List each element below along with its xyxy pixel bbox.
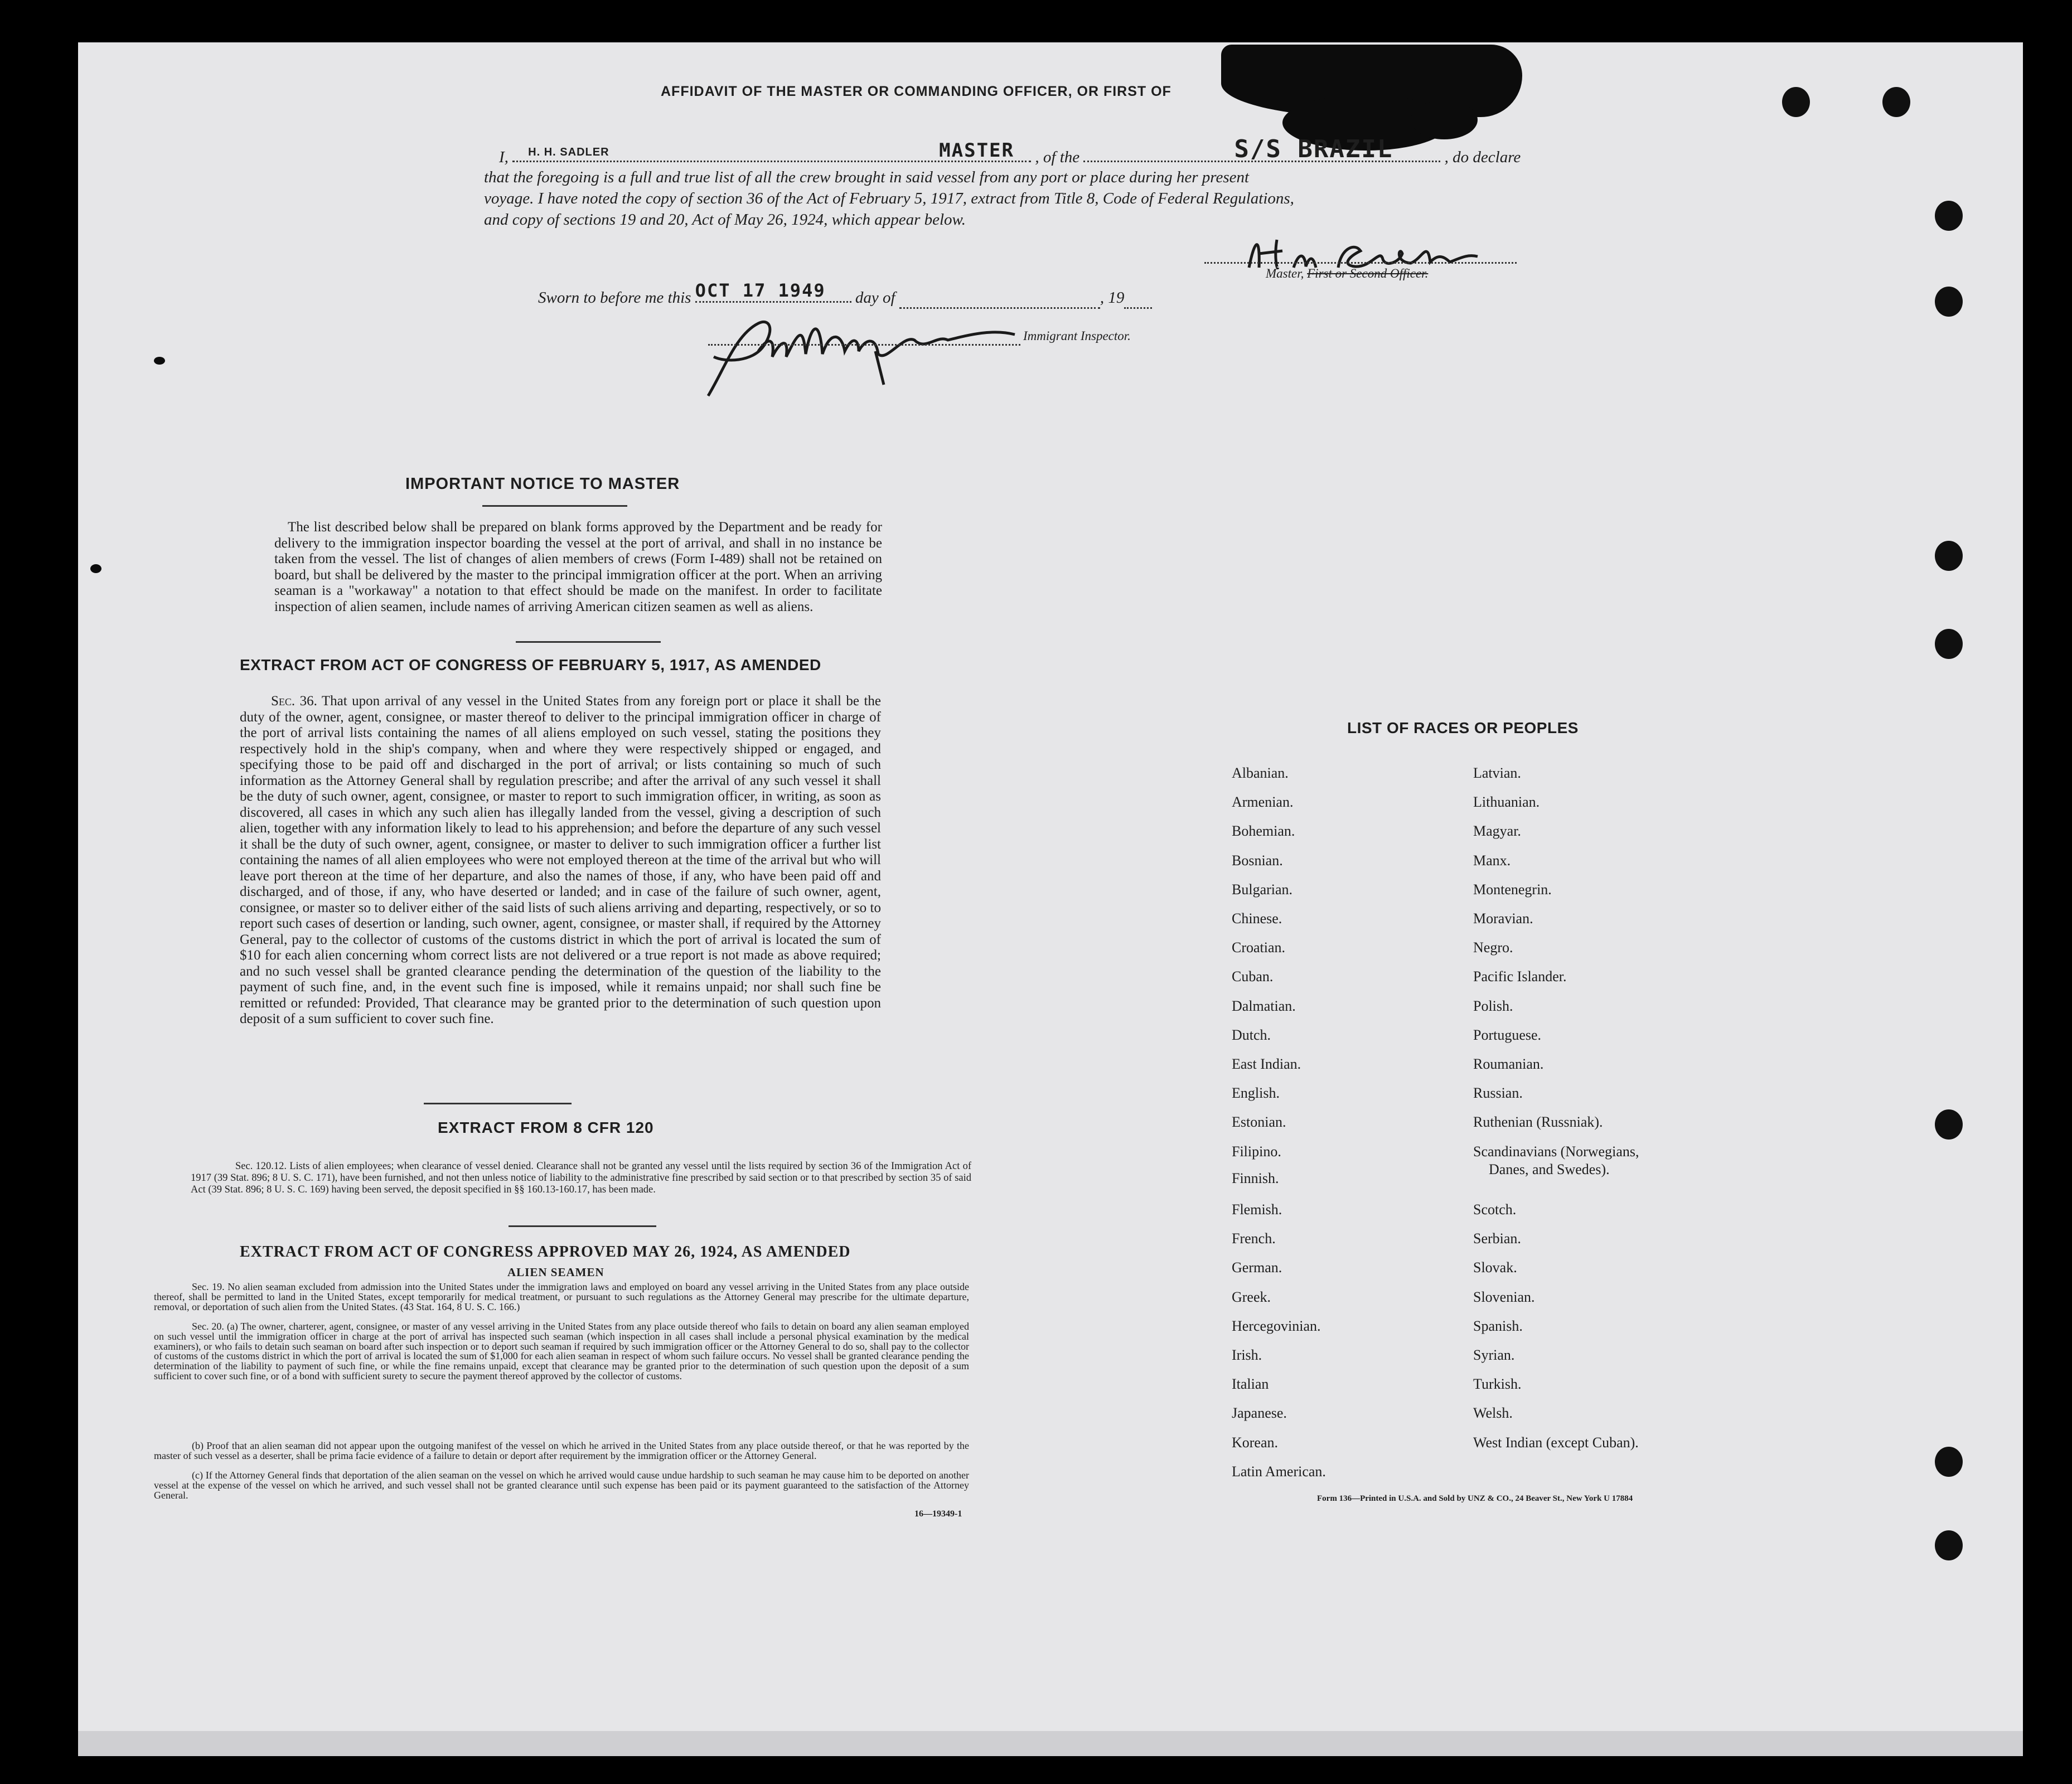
printer-line: Form 136—Printed in U.S.A. and Sold by UNZ & CO., 24 Beaver St., New York U 17884 bbox=[1317, 1494, 1633, 1503]
race-item: Montenegrin. bbox=[1473, 881, 1552, 898]
race-item: Flemish. bbox=[1232, 1201, 1282, 1218]
ink-speck bbox=[90, 564, 101, 573]
master-caption-b: First or Second Officer. bbox=[1307, 266, 1429, 280]
race-item: French. bbox=[1232, 1230, 1276, 1247]
race-item: Syrian. bbox=[1473, 1347, 1515, 1363]
master-name: H. H. SADLER bbox=[528, 146, 609, 158]
label-i: I, bbox=[499, 148, 509, 166]
punch-hole bbox=[1935, 1109, 1963, 1140]
label-year: , 19 bbox=[1100, 289, 1125, 307]
extract-1917-heading: EXTRACT FROM ACT OF CONGRESS OF FEBRUARY 5, 1917, AS AMENDED bbox=[240, 656, 821, 673]
race-item: Scotch. bbox=[1473, 1201, 1517, 1218]
extract-1924-subheading: ALIEN SEAMEN bbox=[507, 1266, 604, 1279]
page-bottom-edge bbox=[78, 1731, 2023, 1756]
race-item: Slovak. bbox=[1473, 1259, 1517, 1276]
sworn-date: OCT 17 1949 bbox=[695, 280, 826, 301]
race-item: Roumanian. bbox=[1473, 1056, 1544, 1072]
race-item: Hercegovinian. bbox=[1232, 1318, 1321, 1334]
race-item: Filipino. bbox=[1232, 1143, 1281, 1160]
race-item: Italian bbox=[1232, 1376, 1269, 1392]
cfr-text: Sec. 120.12. Lists of alien employees; when clearance of vessel denied. Clearance shall not be granted any vessel until the lists required by section 36 of the Immigration Act of 1917 (39 Stat. 896; 8 U. S. C. 171), have been furnished, and not then unless notice of liability to the administrative fine prescribed by said section or to that prescribed by section 35 of said Act (39 Stat. 896; 8 U. S. C. 169) having been served, the deposit specified in §§ 160.13-160.17, has been made. bbox=[191, 1161, 971, 1195]
vessel-name: S/S BRAZIL bbox=[1234, 135, 1393, 163]
sec-20a-text: Sec. 20. (a) The owner, charterer, agent, consignee, or master of any vessel arriving in the United States from any place outside thereof who fails to detain on board any alien seaman employed on such vessel until the immigration officer in charge at the port of arrival has inspected such seaman (which inspection in all cases shall include a personal physical examination by the medical examiners), or who fails to detain such seaman on board after such inspection or to deport such seaman if required by such immigration officer or the Attorney General to do so, shall pay to the collector of customs of the customs district in which the port of arrival is located the sum of $1,000 for each alien seaman in respect of whom such failure occurs. No vessel shall be granted clearance pending the determination of the liability to payment of such fine, or while the fine remains unpaid, except that clearance may be granted prior to the determination of such question upon the deposit of a sum sufficient to cover such fine, or of a bond with sufficient surety to secure the payment thereof approved by the collector of customs. bbox=[154, 1321, 969, 1381]
race-item: Polish. bbox=[1473, 998, 1513, 1014]
name-field bbox=[512, 139, 1031, 162]
label-of-the: , of the bbox=[1035, 148, 1080, 166]
race-item: German. bbox=[1232, 1259, 1282, 1276]
notice-rule bbox=[482, 505, 627, 507]
race-item: Dalmatian. bbox=[1232, 998, 1296, 1014]
punch-hole bbox=[1935, 1447, 1963, 1477]
race-item: Irish. bbox=[1232, 1347, 1262, 1363]
races-heading: LIST OF RACES OR PEOPLES bbox=[1347, 719, 1579, 736]
race-item: Bosnian. bbox=[1232, 852, 1283, 869]
notice-text: The list described below shall be prepared on blank forms approved by the Department and be ready for delivery to the immigration inspector boarding the vessel at the port of arrival, and shall in no instance be taken from the vessel. The list of changes of alien members of crews (Form I-489) shall not be retained on board, but shall be delivered by the master to the principal immigration officer at the port. When an arriving seaman is a "workaway" a notation to that effect should be made on the manifest. In order to facilitate inspection of alien seamen, include names of arriving American citizen seamen as well as aliens. bbox=[274, 520, 882, 614]
race-item: Welsh. bbox=[1473, 1405, 1513, 1421]
punch-hole bbox=[1935, 287, 1963, 317]
notice-end-rule bbox=[516, 641, 661, 643]
race-item: Pacific Islander. bbox=[1473, 968, 1567, 985]
sec-20b-text: (b) Proof that an alien seaman did not appear upon the outgoing manifest of the vessel on which he arrived in the United States from any place outside thereof, or that he was reported by the master of such vessel as a deserter, shall be prima facie evidence of a failure to detain or deport after requirement by the immigration officer or the Attorney General. bbox=[154, 1440, 969, 1461]
race-item: Latin American. bbox=[1232, 1463, 1326, 1480]
sec-19-text: Sec. 19. No alien seaman excluded from admission into the United States under the immigration laws and employed on board any vessel arriving in the United States from any place outside thereof, shall be permitted to land in the United States, except temporarily for medical treatment, or pursuant to such regulations as the Attorney General may prescribe for the ultimate departure, removal, or deportation of such alien from the United States. (43 Stat. 164, 8 U. S. C. 166.) bbox=[154, 1281, 969, 1312]
race-item: Manx. bbox=[1473, 852, 1511, 869]
master-rank: MASTER bbox=[939, 139, 1014, 162]
master-caption bbox=[1266, 266, 1428, 281]
race-item: East Indian. bbox=[1232, 1056, 1301, 1072]
race-item: Greek. bbox=[1232, 1289, 1271, 1305]
sworn-prefix: Sworn to before me this bbox=[538, 289, 691, 307]
punch-hole bbox=[1935, 541, 1963, 571]
punch-hole bbox=[1935, 629, 1963, 659]
label-do-declare: , do declare bbox=[1444, 148, 1521, 166]
year-field bbox=[1124, 289, 1152, 309]
race-item: Serbian. bbox=[1473, 1230, 1521, 1247]
sec-20c-text: (c) If the Attorney General finds that deportation of the alien seaman on the vessel on which he arrived would cause undue hardship to such seaman he may cause him to be deported on another vessel at the expense of the vessel on which he arrived, and such vessel shall not be granted clearance until such expense has been paid or its payment guaranteed to the satisfaction of the Attorney General. bbox=[154, 1470, 969, 1501]
race-item: Magyar. bbox=[1473, 823, 1521, 839]
punch-hole bbox=[1882, 87, 1910, 117]
race-item: Chinese. bbox=[1232, 910, 1282, 927]
form-code: 16—19349-1 bbox=[914, 1509, 962, 1519]
race-item: Latvian. bbox=[1473, 765, 1521, 781]
affidavit-line-1 bbox=[499, 135, 1521, 167]
race-item: Croatian. bbox=[1232, 939, 1286, 956]
sworn-date-field bbox=[695, 280, 851, 303]
extract-1917-text bbox=[240, 694, 881, 1027]
cfr-end-rule bbox=[509, 1225, 656, 1227]
declaration-line-1: that the foregoing is a full and true list of all the crew brought in said vessel from any port or place during her present bbox=[484, 168, 1250, 186]
race-item: West Indian (except Cuban). bbox=[1473, 1434, 1639, 1451]
sec-36-label: Sec. 36. bbox=[271, 694, 317, 709]
race-item: Ruthenian (Russniak). bbox=[1473, 1114, 1603, 1130]
race-item: Lithuanian. bbox=[1473, 794, 1540, 810]
vessel-field bbox=[1083, 135, 1440, 163]
ink-blot bbox=[1411, 100, 1478, 139]
race-item: Korean. bbox=[1232, 1434, 1279, 1451]
label-day-of: day of bbox=[855, 289, 895, 307]
race-item: Turkish. bbox=[1473, 1376, 1522, 1392]
declaration-line-2: voyage. I have noted the copy of section 36 of the Act of February 5, 1917, extract from Title 8, Code of Federal Regulations, bbox=[484, 190, 1294, 207]
extract-1917-end-rule bbox=[424, 1103, 572, 1104]
race-item: Armenian. bbox=[1232, 794, 1294, 810]
race-item: Finnish. bbox=[1232, 1170, 1279, 1186]
sec-36-text: That upon arrival of any vessel in the United States from any foreign port or place it shall be the duty of the owner, agent, consignee, or master thereof to deliver to the principal immigration officer in charge of the port of arrival lists containing the names of all aliens employed on such vessel, stating the positions they respectively hold in the ship's company, when and where they were respectively shipped or engaged, and specifying those to be paid off and discharged in the port of arrival; or lists containing so much of such information as the Attorney General shall by regulation prescribe; and after the arrival of any such vessel it shall be the duty of such owner, agent, consignee, or master to report to such immigration officer, in writing, as soon as discovered, all cases in which any such alien has illegally landed from the vessel, giving a description of such alien, together with any information likely to lead to his apprehension; and before the departure of any such vessel it shall be the duty of such owner, agent, consignee, or master to deliver to such immigration officer a further list containing the names of all alien employees who were not employed thereon at the time of the arrival but who will leave port thereon at the time of her departure, and also the names of those, if any, who have been paid off and discharged, and of those, if any, who have deserted or landed; and in case of the failure of such owner, agent, consignee, or master so to deliver either of the said lists of such aliens arriving and departing, respectively, or so to report such cases of desertion or landing, such owner, agent, consignee, or master shall, if required by the Attorney General, pay to the collector of customs of the customs district in which the port of arrival is located the sum of $10 for each alien concerning whom correct lists are not delivered or a true report is not made as above required; and no such vessel shall be granted clearance pending the determination of the question of the liability to the payment of such fine, and, in the event such fine is imposed, while it remains unpaid; nor shall such fine be remitted or refunded: Provided, That clearance may be granted prior to the determination of such question upon deposit of a sum sufficient to cover such fine. bbox=[240, 694, 882, 1026]
race-item: Slovenian. bbox=[1473, 1289, 1535, 1305]
race-item: Danes, and Swedes). bbox=[1489, 1161, 1610, 1177]
master-signature-line bbox=[1204, 262, 1517, 264]
race-item: Estonian. bbox=[1232, 1114, 1286, 1130]
race-item: Negro. bbox=[1473, 939, 1513, 956]
race-item: Dutch. bbox=[1232, 1027, 1271, 1043]
punch-hole bbox=[1935, 201, 1963, 231]
race-item: Spanish. bbox=[1473, 1318, 1523, 1334]
race-item: Scandinavians (Norwegians, bbox=[1473, 1143, 1639, 1160]
race-item: English. bbox=[1232, 1085, 1280, 1101]
race-item: Cuban. bbox=[1232, 968, 1274, 985]
race-item: Moravian. bbox=[1473, 910, 1533, 927]
inspector-caption: Immigrant Inspector. bbox=[1023, 329, 1131, 343]
race-item: Bohemian. bbox=[1232, 823, 1295, 839]
punch-hole bbox=[1935, 1530, 1963, 1560]
inspector-signature-line bbox=[708, 344, 1020, 346]
race-item: Japanese. bbox=[1232, 1405, 1287, 1421]
cfr-heading: EXTRACT FROM 8 CFR 120 bbox=[438, 1119, 654, 1136]
extract-1924-heading: EXTRACT FROM ACT OF CONGRESS APPROVED MAY 26, 1924, AS AMENDED bbox=[240, 1243, 851, 1261]
race-item: Portuguese. bbox=[1473, 1027, 1542, 1043]
affidavit-title: AFFIDAVIT OF THE MASTER OR COMMANDING OFFICER, OR FIRST OF bbox=[661, 84, 1171, 99]
ink-speck bbox=[154, 357, 165, 365]
race-item: Russian. bbox=[1473, 1085, 1523, 1101]
inspector-signature bbox=[691, 301, 1082, 401]
master-caption-a: Master, bbox=[1266, 266, 1308, 280]
declaration-line-3: and copy of sections 19 and 20, Act of May 26, 1924, which appear below. bbox=[484, 211, 966, 229]
punch-hole bbox=[1782, 87, 1810, 117]
race-item: Albanian. bbox=[1232, 765, 1289, 781]
race-item: Bulgarian. bbox=[1232, 881, 1293, 898]
notice-heading: IMPORTANT NOTICE TO MASTER bbox=[405, 475, 680, 493]
